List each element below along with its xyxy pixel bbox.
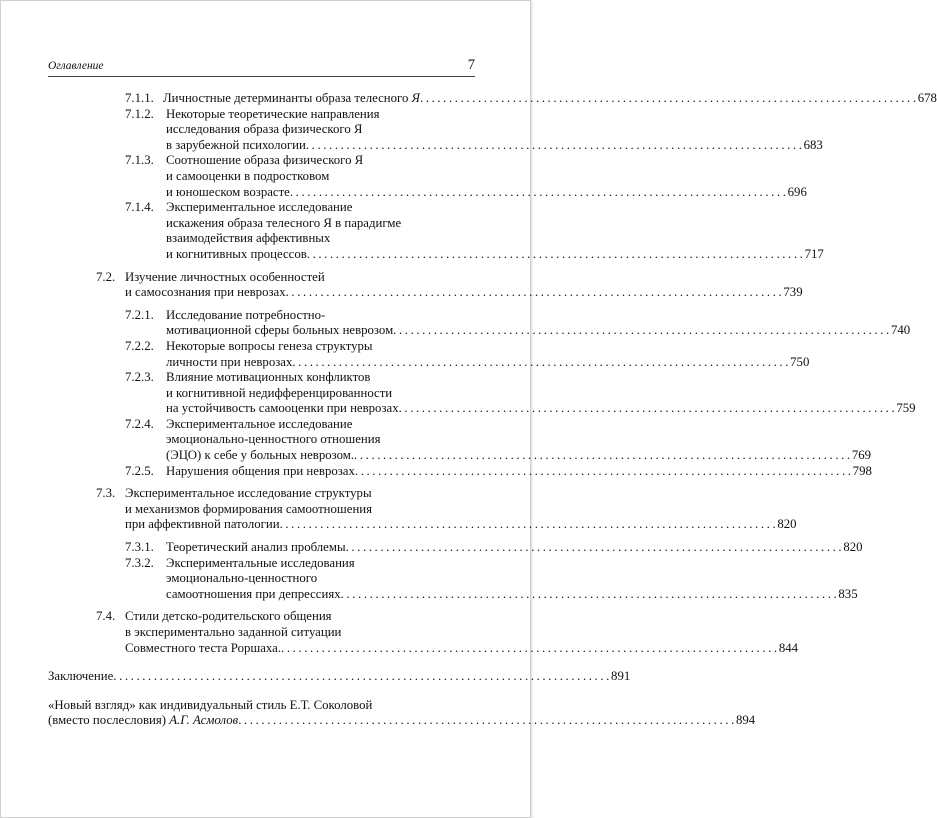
- toc-entry-title: Теоретический анализ проблемы: [166, 540, 346, 555]
- toc-entry-number: 7.3.2.: [125, 555, 154, 570]
- leader-dots: [354, 448, 850, 464]
- toc-entry-title: и юношеском возрасте: [166, 184, 290, 199]
- toc-entry-7-1-2: [48, 106, 823, 154]
- leader-dots: [238, 713, 734, 729]
- leader-dots: [280, 517, 776, 533]
- toc-entry-title: и когнитивных процессов: [166, 246, 307, 261]
- toc-entry-7-3: [48, 486, 797, 533]
- toc-entry-line: «Новый взгляд» как индивидуальный стиль Е.Т. Соколовой: [48, 697, 373, 712]
- toc-entry-number: 7.2.: [96, 269, 116, 284]
- leader-dots: [286, 285, 782, 301]
- toc-entry-title: в зарубежной психологии: [166, 137, 306, 152]
- toc-entry-line: Влияние мотивационных конфликтов: [166, 370, 371, 385]
- toc-entry-title: Совместного теста Роршаха.: [125, 640, 282, 655]
- toc-entry-title: Заключение: [48, 669, 114, 684]
- toc-entry-title: самоотношения при депрессиях: [166, 586, 341, 601]
- toc-entry-number: 7.1.1.: [125, 91, 154, 105]
- toc-entry-line: эмоционально-ценностного отношения: [166, 432, 381, 447]
- toc-entry-line: и механизмов формирования самоотношения: [125, 501, 373, 516]
- toc-page-ref: 769: [851, 448, 872, 463]
- toc-entry-title: мотивационной сферы больных неврозом: [166, 323, 394, 338]
- toc-entry-line: взаимодействия аффективных: [166, 231, 331, 246]
- toc-page-ref: 683: [803, 137, 823, 152]
- toc-entry-line: Экспериментальное исследование структуры: [125, 486, 372, 501]
- leader-dots: [292, 355, 788, 371]
- toc-entry-title: на устойчивость самооценки при неврозах: [166, 401, 399, 416]
- running-header-title: Оглавление: [48, 60, 104, 72]
- toc-entry-number: 7.1.3.: [125, 153, 154, 168]
- toc-page-ref: 740: [890, 323, 911, 338]
- toc-page-ref: 678: [917, 91, 937, 105]
- leader-dots: [307, 247, 803, 263]
- toc-entry-line: эмоционально-ценностного: [166, 571, 318, 586]
- toc-entry-line: и когнитивной недифференцированности: [166, 385, 393, 400]
- toc-entry-title: Нарушения общения при неврозах: [166, 463, 355, 478]
- toc-entry-7-2: [48, 269, 803, 301]
- toc-entry-7-2-1: [48, 307, 911, 339]
- toc-entry-number: 7.2.2.: [125, 338, 154, 353]
- toc-page-ref: 759: [896, 401, 916, 416]
- toc-entry-line: в экспериментально заданной ситуации: [125, 625, 342, 639]
- toc-page-ref: 696: [787, 184, 807, 199]
- toc-entry-title: (вместо послесловия): [48, 713, 170, 728]
- leader-dots: [420, 91, 916, 107]
- toc-entry-title: при аффективной патологии: [125, 517, 280, 532]
- toc-entry-number: 7.2.4.: [125, 416, 154, 431]
- toc-entry-title: Личностные детерминанты образа телесного: [163, 91, 412, 105]
- toc-page-ref: 739: [783, 285, 803, 300]
- toc-entry-number: 7.3.: [96, 486, 116, 501]
- toc-entry-line: Соотношение образа физического Я: [166, 153, 364, 168]
- leader-dots: [281, 641, 777, 657]
- toc-entry-7-3-1: [48, 540, 863, 556]
- toc-entry-7-2-5: [48, 463, 872, 480]
- leader-dots: [399, 401, 895, 417]
- toc-entry-title-italic: Я: [411, 91, 420, 105]
- toc-entry-line: Экспериментальное исследование: [166, 200, 353, 215]
- toc-page-ref: 844: [778, 640, 799, 655]
- toc-entry-7-2-2: [48, 338, 810, 370]
- toc-entry-7-1-3: [48, 153, 807, 200]
- toc-entry-number: 7.2.5.: [125, 463, 154, 478]
- toc-entry-7-2-4: [48, 416, 872, 464]
- toc-entry-number: 7.3.1.: [125, 540, 154, 555]
- toc-entry-number: 7.2.1.: [125, 307, 154, 322]
- toc-entry-number: 7.1.4.: [125, 200, 154, 215]
- leader-dots: [355, 464, 851, 480]
- toc-entry-line: Исследование потребностно-: [166, 307, 326, 322]
- toc-entry-line: Экспериментальное исследование: [166, 416, 353, 431]
- page-number: 7: [467, 57, 475, 73]
- toc-entry-line: Изучение личностных особенностей: [125, 269, 325, 284]
- toc-page-ref: 750: [790, 354, 810, 369]
- leader-dots: [346, 540, 842, 556]
- toc-entry-7-4: [48, 609, 799, 656]
- leader-dots: [306, 138, 802, 154]
- toc-entry-line: и самооценки в подростковом: [166, 168, 330, 183]
- leader-dots: [290, 185, 786, 201]
- running-header: [48, 58, 475, 77]
- toc-page-ref: 717: [804, 246, 824, 261]
- toc-entry-line: Экспериментальные исследования: [166, 555, 355, 570]
- leader-dots: [393, 323, 889, 339]
- toc-entry-line: исследования образа физического Я: [166, 122, 363, 137]
- toc-page-ref: 820: [777, 517, 797, 532]
- table-of-contents: [48, 91, 937, 729]
- toc-entry-7-2-3: [48, 370, 916, 417]
- toc-entry-title: личности при неврозах: [166, 354, 293, 369]
- toc-entry-number: 7.2.3.: [125, 370, 154, 385]
- toc-page-ref: 894: [735, 713, 756, 728]
- leader-dots: [113, 669, 609, 685]
- toc-entry-number: 7.4.: [96, 609, 116, 624]
- toc-page-ref: 798: [852, 463, 872, 478]
- leader-dots: [341, 587, 837, 603]
- toc-entry-7-1-4: [48, 200, 824, 262]
- toc-entry-conclusion: [48, 669, 631, 685]
- toc-entry-line: искажения образа телесного Я в парадигме: [166, 215, 402, 230]
- toc-entry-number: 7.1.2.: [125, 106, 154, 121]
- toc-page-ref: 820: [843, 540, 863, 555]
- toc-entry-title: (ЭЦО) к себе у больных неврозом.: [166, 448, 355, 463]
- toc-entry-7-1-1: [48, 91, 937, 107]
- toc-entry-line: Стили детско-родительского общения: [125, 609, 332, 624]
- toc-entry-7-3-2: [48, 555, 858, 603]
- toc-entry-author: А.Г. Асмолов: [169, 713, 239, 728]
- toc-page-ref: 835: [838, 586, 858, 601]
- toc-entry-line: Некоторые вопросы генеза структуры: [166, 338, 373, 353]
- toc-entry-line: Некоторые теоретические направления: [166, 106, 380, 121]
- toc-page-ref: 891: [611, 669, 631, 684]
- toc-entry-title: и самосознания при неврозах: [125, 285, 286, 300]
- toc-entry-afterword: [48, 697, 756, 729]
